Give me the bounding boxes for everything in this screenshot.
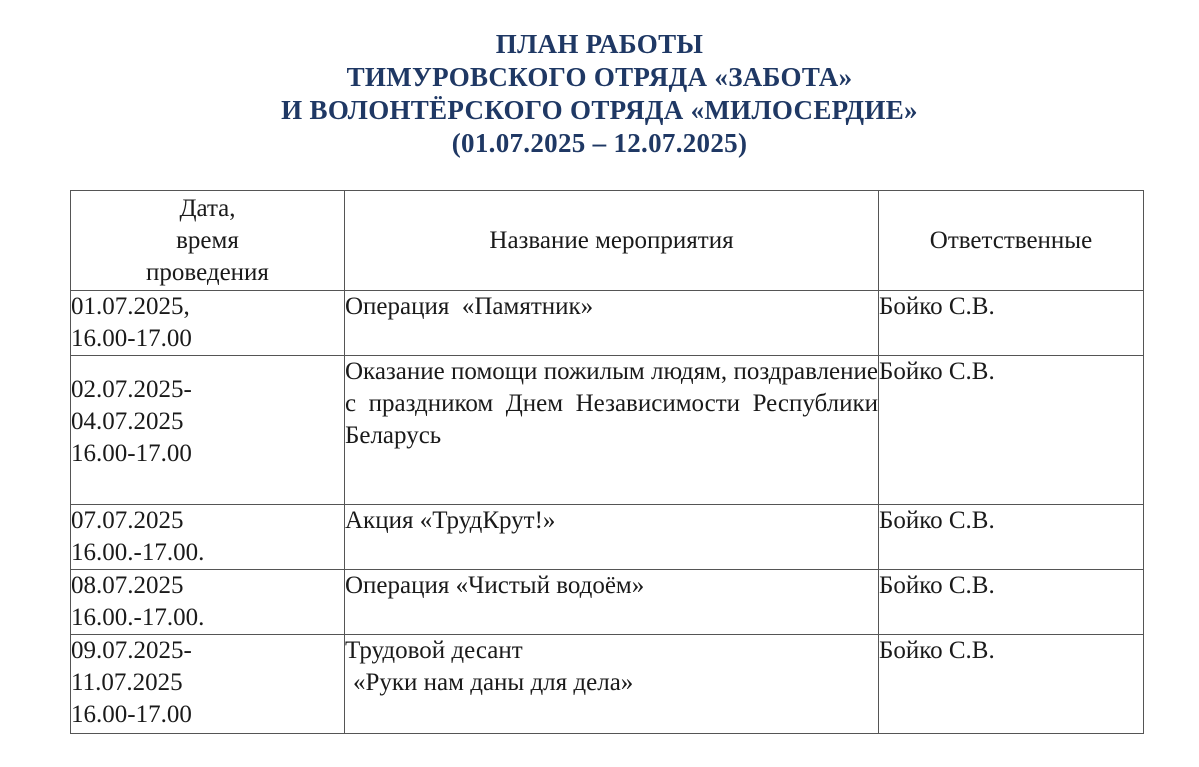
header-date-line: Дата, [179, 194, 236, 222]
event-line: Акция «ТрудКрут!» [345, 507, 556, 534]
document-title [0, 28, 1199, 160]
date-line: 16.00-17.00 [71, 701, 192, 728]
date-line: 11.07.2025 [71, 669, 183, 696]
cell-event [345, 635, 879, 734]
header-date-line: время [176, 226, 239, 254]
cell-date [71, 635, 345, 734]
plan-table [70, 190, 1144, 734]
header-date [71, 191, 345, 291]
header-event: Название мероприятия [345, 191, 879, 291]
title-line-2: ТИМУРОВСКОГО ОТРЯДА «ЗАБОТА» [346, 62, 853, 92]
header-responsible: Ответственные [879, 191, 1144, 291]
table-row [71, 635, 1144, 734]
cell-event [345, 570, 879, 635]
date-line: 07.07.2025 [71, 507, 184, 534]
table-row [71, 505, 1144, 570]
event-line: Операция «Памятник» [345, 293, 594, 320]
cell-responsible: Бойко С.В. [879, 291, 1144, 356]
cell-responsible: Бойко С.В. [879, 505, 1144, 570]
date-line: 16.00-17.00 [71, 325, 192, 352]
cell-responsible: Бойко С.В. [879, 356, 1144, 505]
date-line: 16.00-17.00 [71, 440, 192, 467]
header-date-line: проведения [146, 258, 269, 286]
date-line: 16.00.-17.00. [71, 604, 205, 631]
event-line: Трудовой десант [345, 637, 523, 664]
cell-date [71, 356, 345, 505]
date-line: 09.07.2025- [71, 637, 192, 664]
cell-responsible: Бойко С.В. [879, 570, 1144, 635]
event-line: Операция «Чистый водоём» [345, 572, 645, 599]
cell-event [345, 505, 879, 570]
event-line: «Руки нам даны для дела» [353, 669, 634, 696]
table-row [71, 356, 1144, 505]
cell-date [71, 505, 345, 570]
cell-event [345, 291, 879, 356]
table-row [71, 291, 1144, 356]
cell-date [71, 291, 345, 356]
date-line: 04.07.2025 [71, 408, 184, 435]
table-header-row [71, 191, 1144, 291]
date-line: 01.07.2025, [71, 293, 190, 320]
cell-date [71, 570, 345, 635]
cell-event: Оказание помощи пожилым людям, поздравление с праздником Днем Независимости Республики Беларусь [345, 356, 879, 505]
title-line-4: (01.07.2025 – 12.07.2025) [451, 128, 748, 158]
title-line-3: И ВОЛОНТЁРСКОГО ОТРЯДА «МИЛОСЕРДИЕ» [281, 95, 918, 125]
date-line: 08.07.2025 [71, 572, 184, 599]
title-line-1: ПЛАН РАБОТЫ [495, 29, 704, 59]
date-line: 02.07.2025- [71, 376, 192, 403]
cell-responsible: Бойко С.В. [879, 635, 1144, 734]
date-line: 16.00.-17.00. [71, 539, 205, 566]
table-row [71, 570, 1144, 635]
